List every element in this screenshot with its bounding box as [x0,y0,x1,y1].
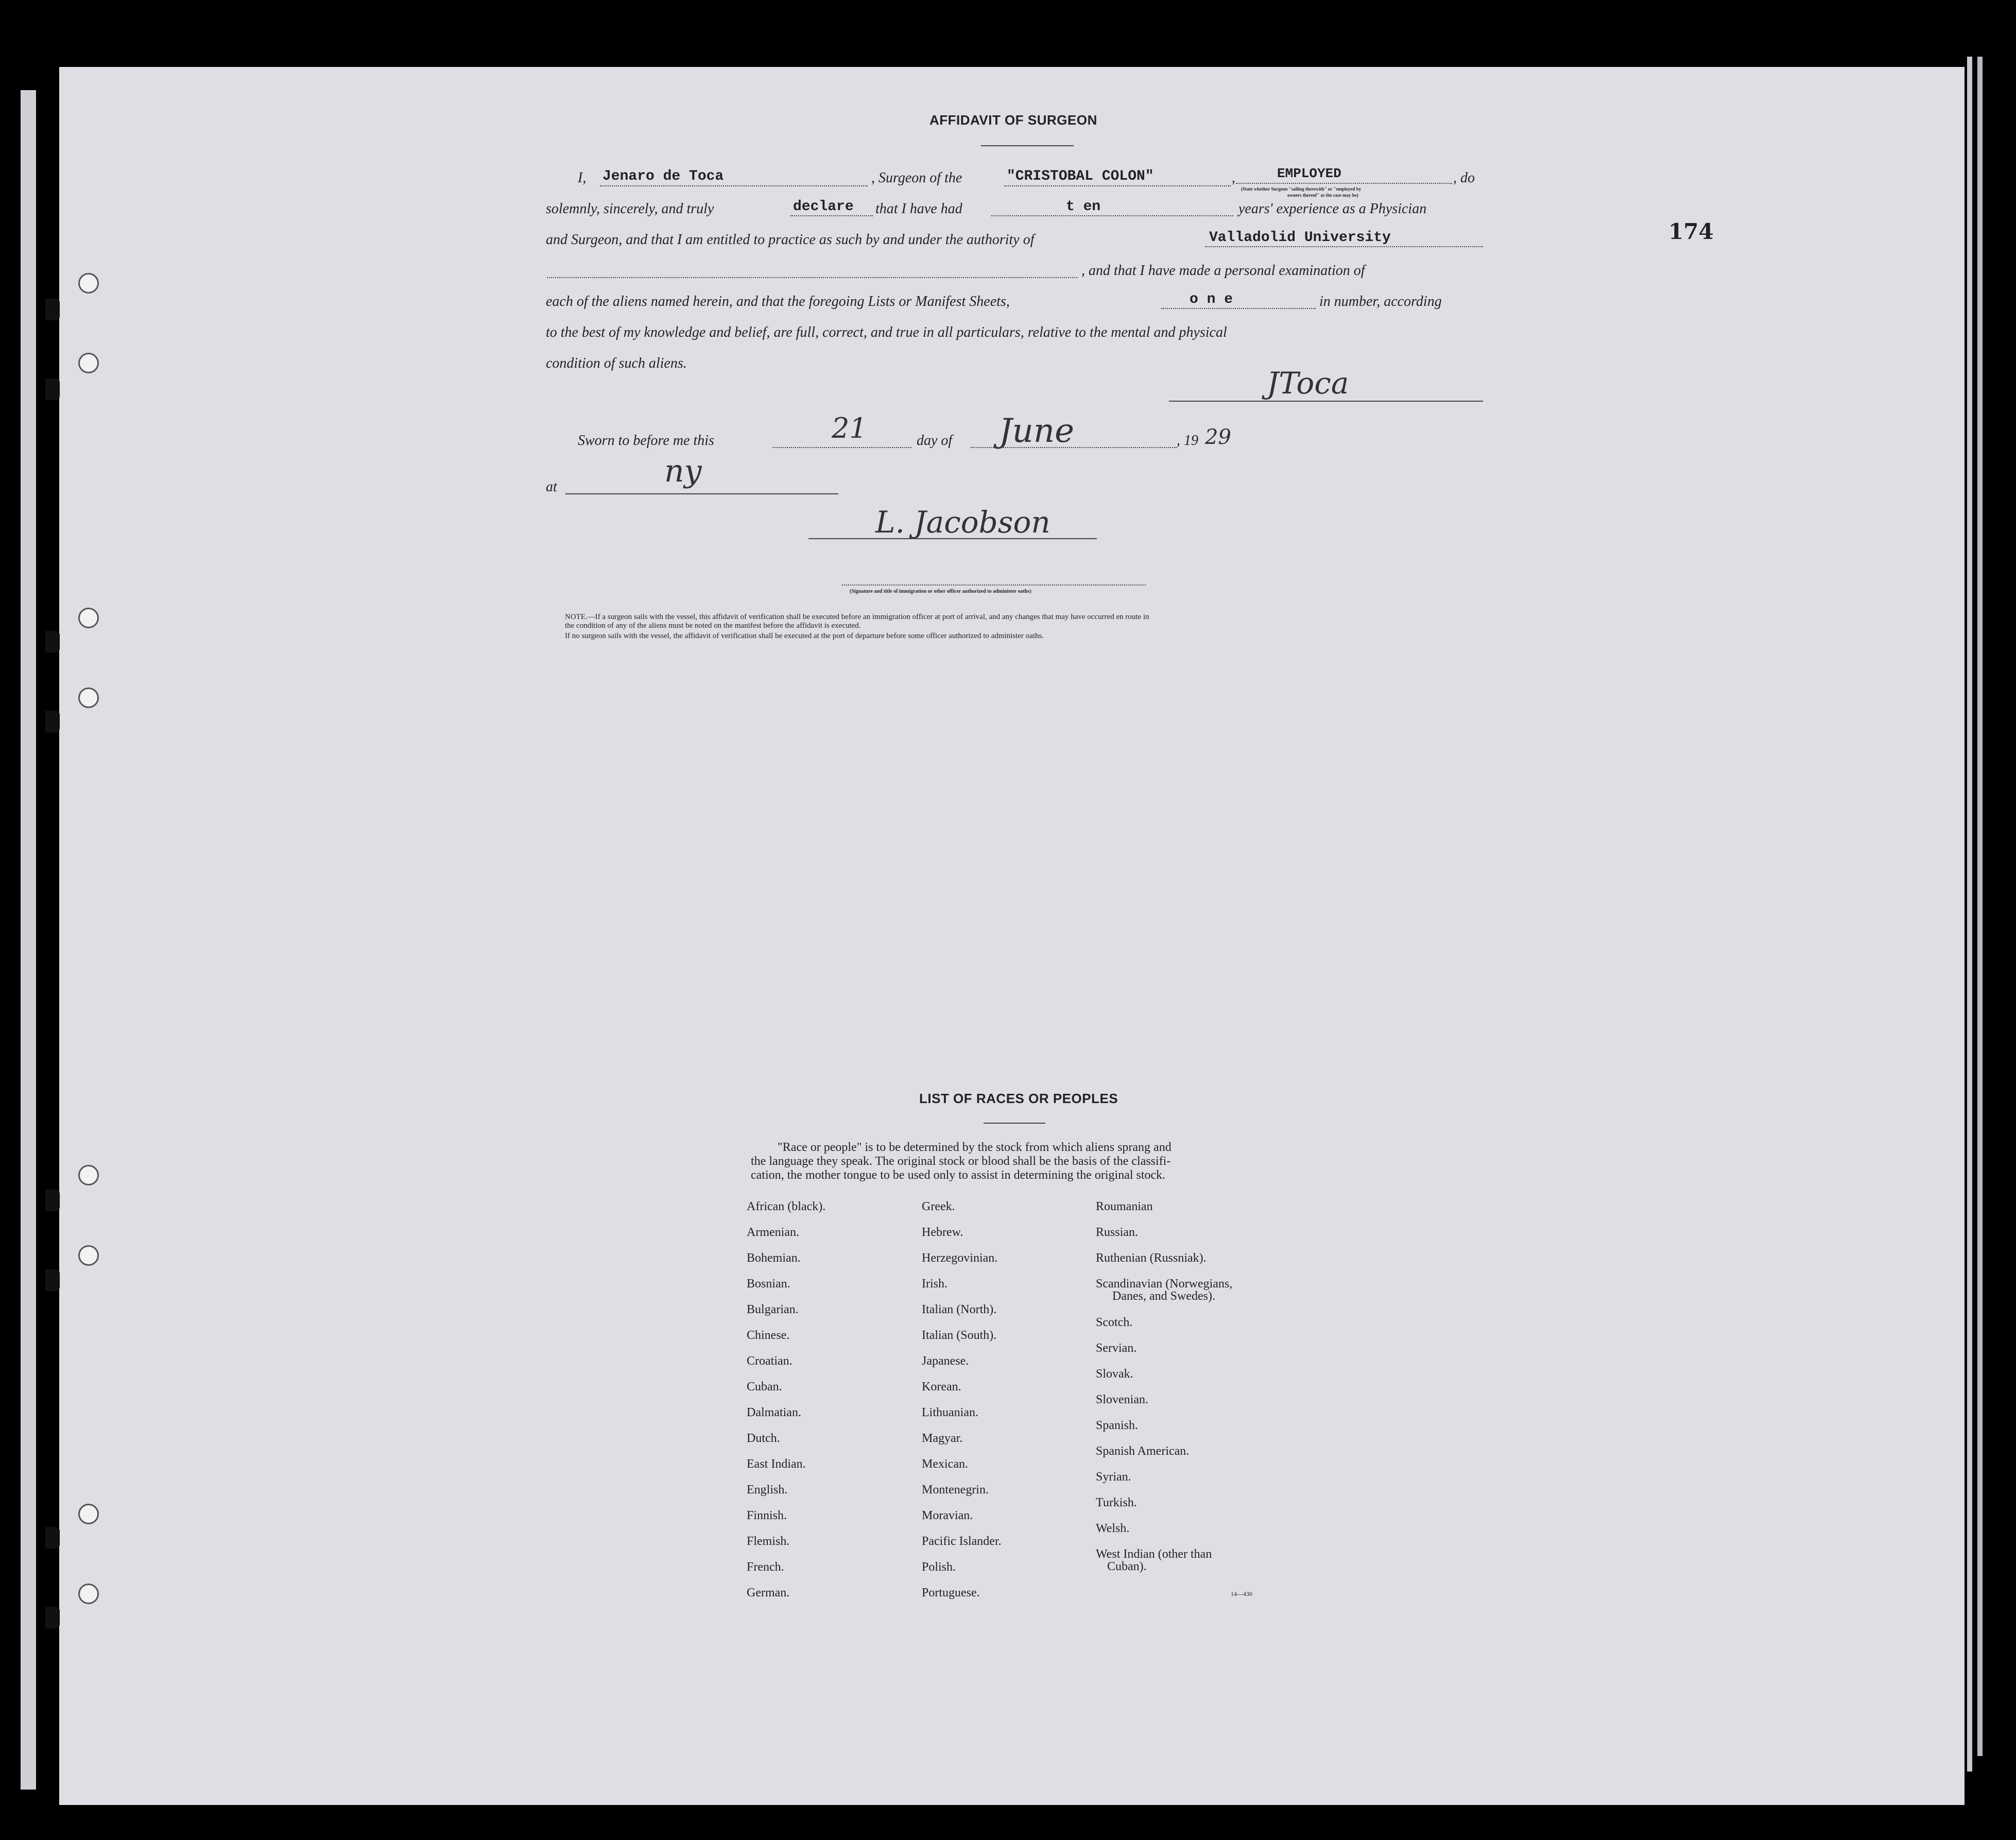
race-item: Greek. [922,1200,955,1213]
races-title-underline [984,1123,1045,1124]
binder-hole [78,1584,99,1604]
binder-tab [45,299,60,320]
years-value: t en [1066,199,1101,215]
race-item: French. [747,1560,784,1574]
race-item: Japanese. [922,1354,969,1368]
race-item: English. [747,1483,788,1497]
race-item-west-indian-cont: Cuban). [1107,1560,1147,1573]
race-item: Montenegrin. [922,1483,989,1497]
surgeon-name: Jenaro de Toca [602,168,724,184]
officer-line [808,538,1097,539]
race-item: Servian. [1096,1342,1137,1355]
race-item: Italian (South). [922,1329,997,1342]
title-underline [981,145,1074,146]
race-item: Roumanian [1096,1200,1153,1213]
vessel-name: "CRISTOBAL COLON" [1007,168,1154,184]
binder-tab [45,631,60,652]
affidavit-note-2: the condition of any of the aliens must be noted on the manifest before the affidavit is executed. [565,622,861,630]
race-item-scandinavian: Scandinavian (Norwegians, [1096,1277,1233,1291]
race-item: Dalmatian. [747,1406,801,1419]
race-item: Ruthenian (Russniak). [1096,1251,1207,1265]
sworn-label-a: Sworn to before me this [578,433,714,449]
authority-rule-2 [547,277,1077,278]
race-item: Armenian. [747,1226,799,1239]
binder-hole [78,353,99,373]
binder-tab [45,1190,60,1211]
binder-hole [78,687,99,708]
at-place-rule [565,493,838,494]
races-intro-2: the language they speak. The original stock or blood shall be the basis of the classifi- [751,1155,1171,1168]
race-item: Mexican. [922,1457,968,1471]
race-item: Spanish. [1096,1419,1139,1432]
sworn-month-rule [971,447,1177,448]
affidavit-title: AFFIDAVIT OF SURGEON [929,112,1097,128]
race-item: Cuban. [747,1380,782,1394]
authority-value: Valladolid University [1209,230,1391,246]
status-note-1: (State whether Surgeon "sailing therewith" or "employed by [1241,186,1362,192]
line-7: condition of such aliens. [546,355,687,371]
page-edge-right-2 [1977,57,1983,1756]
binder-tab [45,711,60,732]
race-item: Welsh. [1096,1522,1130,1535]
page-number: 174 [1668,219,1714,244]
sworn-month: June [999,412,1074,450]
race-item: Croatian. [747,1354,792,1368]
form-code: 14—430 [1231,1590,1252,1597]
status-note-2: owners thereof" as the case may be) [1287,193,1358,198]
race-item: Slovak. [1096,1367,1133,1381]
line-1-label-a: I, [578,170,587,186]
binder-hole [78,273,99,294]
race-item: Portuguese. [922,1586,980,1600]
race-item: Italian (North). [922,1303,997,1316]
surgeon-name-rule [600,185,868,186]
race-item: Bulgarian. [747,1303,799,1316]
sworn-day-rule [772,447,911,448]
binder-tab [45,1269,60,1291]
races-title: LIST OF RACES OR PEOPLES [919,1091,1118,1106]
line-3-label-a: and Surgeon, and that I am entitled to practice as such by and under the authority of [546,232,1035,248]
race-item: Lithuanian. [922,1406,978,1419]
race-item: Turkish. [1096,1496,1137,1509]
race-item: Pacific Islander. [922,1535,1002,1548]
surgeon-signature: JToca [1267,366,1349,401]
sheets-value: o n e [1190,291,1233,307]
binder-hole [78,1165,99,1185]
race-item: Chinese. [747,1329,790,1342]
binder-tab [45,379,60,400]
affidavit-note-3: If no surgeon sails with the vessel, the affidavit of verification shall be executed at the port of departure before some officer authorized to administer oaths. [565,632,1044,640]
binder-hole [78,1504,99,1524]
officer-signature: L. Jacobson [875,505,1050,540]
status-rule [1236,183,1452,184]
sheets-rule [1161,308,1316,309]
race-item: Finnish. [747,1509,787,1522]
race-item-scandinavian-cont: Danes, and Swedes). [1112,1289,1215,1303]
race-item: Flemish. [747,1535,790,1548]
race-item: Moravian. [922,1509,973,1522]
line-1-label-d: , do [1453,170,1475,186]
affidavit-note-1: NOTE.—If a surgeon sails with the vessel, this affidavit of verification shall be executed before an immigration officer at port of arrival, and any changes that may have occurred en route in [565,613,1149,621]
line-2-label-b: that I have had [875,201,962,217]
declare-rule [790,215,873,216]
race-item: Spanish American. [1096,1445,1190,1458]
line-5-label-a: each of the aliens named herein, and that the foregoing Lists or Manifest Sheets, [546,294,1010,309]
at-place: ny [664,453,702,489]
signature-line [1169,401,1483,402]
race-item: Korean. [922,1380,961,1394]
binder-hole [78,608,99,628]
races-intro-3: cation, the mother tongue to be used only to assist in determining the original stock. [751,1168,1166,1182]
race-item: Hebrew. [922,1226,963,1239]
sworn-year: 29 [1205,425,1231,449]
race-item: African (black). [747,1200,826,1213]
line-2-label-a: solemnly, sincerely, and truly [546,201,714,217]
race-item-west-indian: West Indian (other than [1096,1547,1212,1561]
sworn-label-c: , 19 [1177,433,1198,449]
line-4-label-a: , and that I have made a personal examination of [1081,263,1365,279]
officer-caption: (Signature and title of immigration or other officer authorized to administer oaths) [850,589,1031,594]
race-item: German. [747,1586,790,1600]
race-item: Polish. [922,1560,956,1574]
races-intro-1: "Race or people" is to be determined by the stock from which aliens sprang and [778,1141,1171,1154]
race-item: Herzegovinian. [922,1251,998,1265]
surgeon-status: EMPLOYED [1277,166,1341,181]
line-1-comma: , [1232,170,1235,186]
race-item: Bohemian. [747,1251,801,1265]
vessel-rule [1004,185,1231,186]
officer-caption-rule [842,584,1146,586]
years-rule [991,215,1233,216]
declare-value: declare [793,199,854,215]
race-item: Syrian. [1096,1470,1131,1484]
race-item: East Indian. [747,1457,806,1471]
line-2-label-c: years' experience as a Physician [1238,201,1427,217]
race-item: Russian. [1096,1226,1139,1239]
line-6: to the best of my knowledge and belief, are full, correct, and true in all particulars, relative to the mental and physical [546,324,1227,340]
race-item: Slovenian. [1096,1393,1148,1406]
authority-rule [1205,246,1483,247]
line-1-label-b: , Surgeon of the [871,170,962,186]
page-edge-left [21,90,36,1790]
race-item: Scotch. [1096,1316,1133,1329]
page-edge-right [1967,57,1972,1772]
binder-tab [45,1607,60,1628]
race-item: Dutch. [747,1432,780,1445]
at-label: at [546,479,557,495]
sworn-day: 21 [832,412,867,444]
race-item: Bosnian. [747,1277,790,1291]
binder-hole [78,1245,99,1266]
sworn-label-b: day of [917,433,953,449]
race-item: Irish. [922,1277,947,1291]
binder-tab [45,1527,60,1549]
line-5-label-b: in number, according [1319,294,1442,309]
race-item: Magyar. [922,1432,963,1445]
